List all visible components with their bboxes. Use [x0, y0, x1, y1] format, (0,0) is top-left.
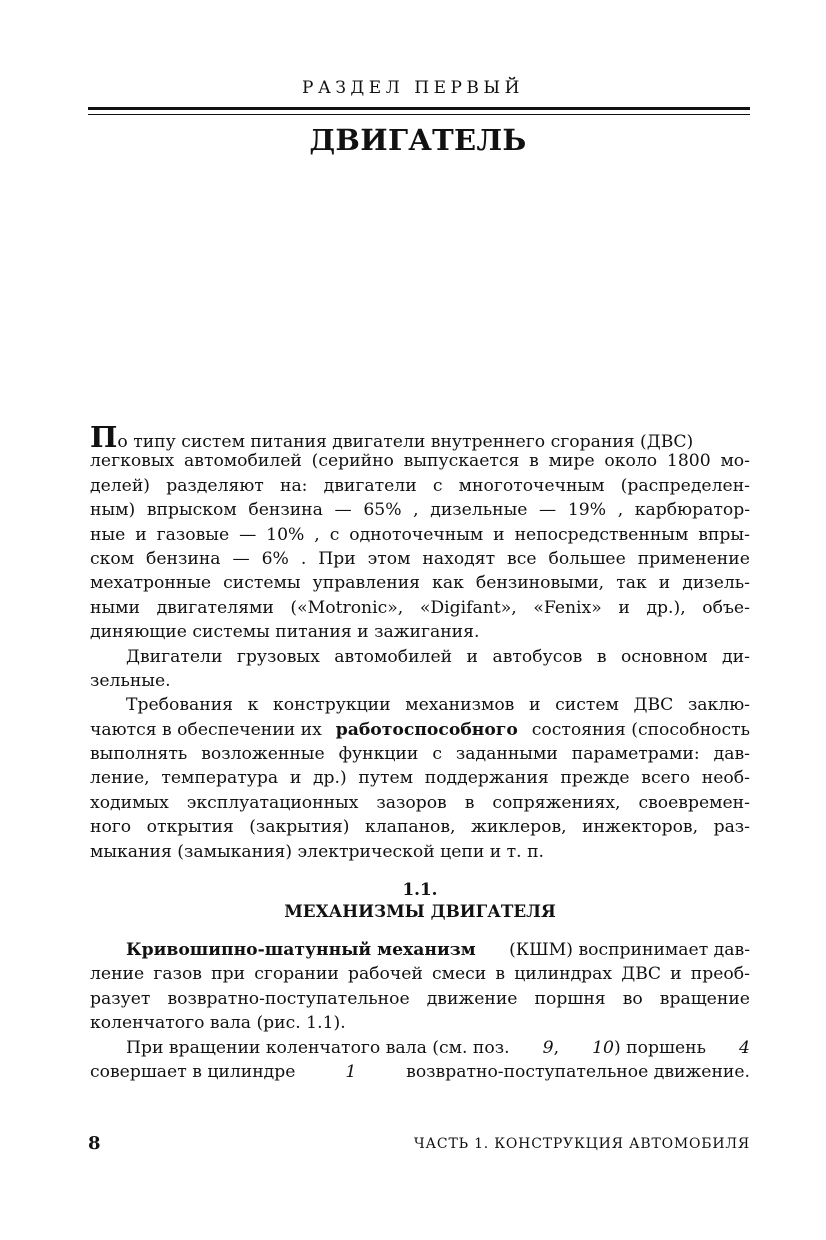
word: как [432, 573, 464, 594]
text-segment: чаются в обеспечении их [90, 719, 322, 740]
text-line [90, 474, 750, 498]
word: «Digifant», [419, 597, 517, 618]
word: около [604, 451, 658, 472]
word: — [539, 500, 557, 521]
paragraph-intro [90, 420, 750, 645]
text-line: мыкания (замыкания) электрической цепи и т. п. [90, 841, 545, 862]
word: применение [637, 548, 750, 569]
word: ление [90, 964, 145, 985]
word: карбюратор- [634, 500, 750, 521]
word: (распределен- [620, 475, 750, 496]
text-line [90, 645, 750, 669]
word: вращение [659, 988, 750, 1009]
word: и [670, 964, 682, 985]
header-rule-thin [88, 114, 750, 115]
text-line: коленчатого вала (рис. 1.1). [90, 1013, 346, 1034]
word: во [622, 988, 643, 1009]
word: ного [90, 817, 132, 838]
word: делей) [90, 475, 151, 496]
word: ление, [90, 768, 150, 789]
word: дав- [713, 744, 750, 765]
word: мире [548, 451, 595, 472]
word: — [334, 500, 352, 521]
text-line [90, 1060, 750, 1084]
text-line [90, 420, 750, 454]
word: эксплуатационных [186, 792, 359, 813]
word: в [596, 646, 607, 667]
word: этом [367, 548, 411, 569]
word: многоточечным [458, 475, 605, 496]
word: в [529, 451, 539, 472]
word: легковых [90, 451, 175, 472]
word: — [232, 548, 250, 569]
word: ные [90, 524, 126, 545]
word: автобусов [492, 646, 583, 667]
word: и [289, 768, 302, 789]
word: При [318, 548, 356, 569]
text-line [90, 766, 750, 790]
word: с [432, 744, 442, 765]
word: открытия [146, 817, 234, 838]
word: разделяют [166, 475, 264, 496]
text-line [90, 498, 750, 522]
word: основном [620, 646, 708, 667]
word: движение [426, 988, 518, 1009]
word: поддержания [424, 768, 549, 789]
bold-term: Кривошипно-шатунный механизм [126, 940, 476, 961]
text-line [90, 571, 750, 595]
subsection-title: МЕХАНИЗМЫ ДВИГАТЕЛЯ [284, 901, 556, 922]
word: механизмов [405, 695, 515, 716]
text-line-content: о типу систем питания двигатели внутреннего сгорания (ДВС) [117, 432, 694, 452]
text-line [90, 596, 750, 620]
word: «Fenix» [533, 597, 602, 618]
word: впры- [698, 524, 750, 545]
text-line [90, 791, 750, 815]
word: поршня [534, 988, 606, 1009]
text-line [90, 547, 750, 571]
text-segment: При вращении коленчатого вала (см. поз. [126, 1037, 510, 1058]
word: в [495, 964, 506, 985]
text-segment: ) поршень [614, 1037, 706, 1058]
word: системы [223, 573, 301, 594]
word: («Motronic», [290, 597, 404, 618]
text-line [90, 449, 750, 473]
word: возвратно-поступательное [167, 988, 410, 1009]
word: заданными [455, 744, 558, 765]
text-line [90, 1036, 750, 1060]
drop-cap: П [90, 420, 118, 454]
running-footer-title: ЧАСТЬ 1. КОНСТРУКЦИЯ АВТОМОБИЛЯ [413, 1136, 750, 1152]
word: 19% [567, 500, 607, 521]
body-text [90, 420, 750, 1084]
word: , [314, 524, 320, 545]
text-segment: возвратно-поступательное движение. [406, 1061, 750, 1082]
word: сопряжениях, [492, 792, 621, 813]
word: управления [312, 573, 421, 594]
text-segment: состояния (способность [531, 719, 750, 740]
word: Двигатели [126, 646, 223, 667]
word: всего [641, 768, 691, 789]
chapter-title: ДВИГАТЕЛЬ [309, 123, 527, 157]
page-number: 8 [88, 1133, 101, 1154]
word: систем [555, 695, 619, 716]
text-line [90, 742, 750, 766]
word: объе- [702, 597, 750, 618]
text-line [90, 693, 750, 717]
word: и [135, 524, 147, 545]
word: , [617, 500, 624, 521]
word: 65% [363, 500, 402, 521]
word: жиклеров, [471, 817, 567, 838]
word: газов [153, 964, 202, 985]
position-ref: 1 [345, 1061, 357, 1082]
word: путем [358, 768, 414, 789]
word: (серийно [311, 451, 394, 472]
word: дизельные [430, 500, 528, 521]
text-segment: совершает в цилиндре [90, 1061, 296, 1082]
word: и [658, 573, 671, 594]
text-line: диняющие системы питания и зажигания. [90, 622, 480, 643]
word: выполнять [90, 744, 188, 765]
word: рабочей [347, 964, 423, 985]
word: смеси [432, 964, 487, 985]
word: . [300, 548, 307, 569]
word: необ- [701, 768, 750, 789]
word: преоб- [690, 964, 750, 985]
word: ди- [722, 646, 750, 667]
word: непосредственным [514, 524, 689, 545]
position-ref: 10 [592, 1037, 614, 1058]
word: зазоров [376, 792, 447, 813]
word: с [329, 524, 340, 545]
bold-term: работоспособного [335, 719, 518, 740]
word: сгорании [254, 964, 339, 985]
text-line [90, 523, 750, 547]
word: инжекторов, [582, 817, 699, 838]
word: дизель- [682, 573, 750, 594]
word: и [618, 597, 630, 618]
word: возложенные [201, 744, 325, 765]
word: др.), [646, 597, 686, 618]
word: заклю- [687, 695, 750, 716]
word: и [529, 695, 541, 716]
word: 10% [266, 524, 305, 545]
position-ref: 4 [739, 1037, 750, 1058]
word: 1800 [666, 451, 711, 472]
subsection-number: 1.1. [402, 879, 438, 900]
text-segment: (КШМ) воспринимает дав- [509, 940, 750, 961]
section-label: РАЗДЕЛ ПЕРВЫЙ [302, 78, 524, 98]
word: цилиндрах [514, 964, 613, 985]
word: находят [422, 548, 496, 569]
word: своевремен- [638, 792, 750, 813]
word: на: [279, 475, 308, 496]
text-line [90, 987, 750, 1011]
word: мо- [720, 451, 750, 472]
word: в [464, 792, 475, 813]
word: грузовых [236, 646, 320, 667]
text-line [90, 962, 750, 986]
word: бензиновыми, [475, 573, 605, 594]
paragraph-rotation [90, 1036, 750, 1085]
word: мехатронные [90, 573, 212, 594]
word: Требования [126, 695, 234, 716]
word: бензина [146, 548, 221, 569]
word: большее [548, 548, 626, 569]
word: к [247, 695, 259, 716]
word: ными [90, 597, 140, 618]
word: при [211, 964, 246, 985]
word: все [507, 548, 537, 569]
paragraph-kshm [90, 938, 750, 1036]
word: двигателями [156, 597, 274, 618]
word: клапанов, [364, 817, 456, 838]
word: одноточечным [349, 524, 484, 545]
text-line [90, 718, 750, 742]
word: — [239, 524, 257, 545]
word: газовые [156, 524, 230, 545]
word: др.) [312, 768, 347, 789]
word: (закрытия) [249, 817, 350, 838]
position-ref: 9 [542, 1037, 554, 1058]
word: прежде [560, 768, 630, 789]
word: раз- [713, 817, 750, 838]
word: температура [161, 768, 279, 789]
word: разует [90, 988, 151, 1009]
word: ском [90, 548, 135, 569]
word: бензина [248, 500, 323, 521]
word: впрыском [146, 500, 237, 521]
word: с [432, 475, 443, 496]
word: , [413, 500, 419, 521]
word: 6% [261, 548, 289, 569]
word: ным) [90, 500, 136, 521]
word: ДВС [633, 695, 674, 716]
header-rule-thick [88, 107, 750, 110]
word: автомобилей [334, 646, 453, 667]
word: функции [338, 744, 419, 765]
word: автомобилей [184, 451, 302, 472]
text-line: зельные. [90, 670, 171, 691]
word: параметрами: [571, 744, 700, 765]
word: конструкции [273, 695, 391, 716]
paragraph-requirements [90, 693, 750, 864]
word: двигатели [323, 475, 417, 496]
word: ДВС [621, 964, 662, 985]
text-line [90, 938, 750, 962]
text-segment: , [553, 1037, 560, 1058]
paragraph-trucks [90, 645, 750, 694]
text-line [90, 815, 750, 839]
word: ходимых [90, 792, 169, 813]
word: и [466, 646, 479, 667]
word: так [616, 573, 647, 594]
word: и [493, 524, 505, 545]
word: выпускается [403, 451, 520, 472]
